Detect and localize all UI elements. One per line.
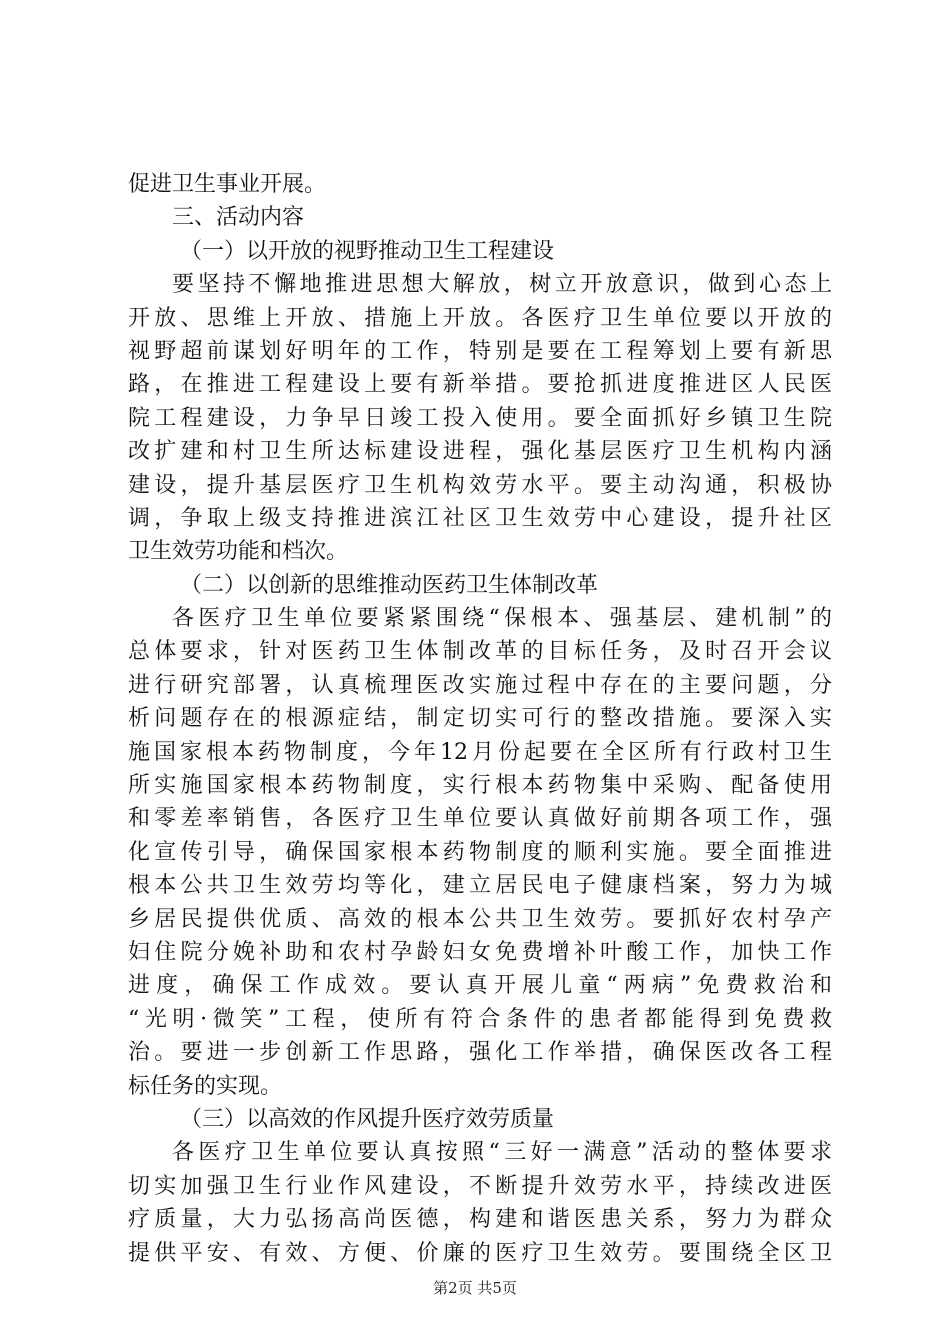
text-line: 视野超前谋划好明年的工作，特别是要在工程筹划上要有新思 [128, 338, 832, 364]
text-line: 促进卫生事业开展。 [128, 172, 327, 197]
text-line: 各医疗卫生单位要认真按照“三好一满意”活动的整体要求 [172, 1140, 832, 1166]
text-line: 提供平安、有效、方便、价廉的医疗卫生效劳。要围绕全区卫 [128, 1240, 832, 1266]
text-line: “光明·微笑”工程，使所有符合条件的患者都能得到免费救 [128, 1006, 832, 1032]
text-line: 调，争取上级支持推进滨江社区卫生效劳中心建设，提升社区 [128, 505, 832, 531]
text-line: 各医疗卫生单位要紧紧围绕“保根本、强基层、建机制”的 [172, 606, 832, 632]
section-heading: 三、活动内容 [172, 205, 305, 231]
page-number-footer: 第2页 共5页 [433, 1279, 517, 1297]
text-line: 院工程建设，力争早日竣工投入使用。要全面抓好乡镇卫生院 [128, 405, 832, 431]
text-line: 疗质量，大力弘扬高尚医德，构建和谐医患关系，努力为群众 [128, 1207, 832, 1233]
text-line: 进度，确保工作成效。要认真开展儿童“两病”免费救治和 [128, 973, 832, 999]
text-line: 总体要求，针对医药卫生体制改革的目标任务，及时召开会议 [128, 639, 832, 665]
text-line: 妇住院分娩补助和农村孕龄妇女免费增补叶酸工作，加快工作 [128, 939, 832, 965]
text-line: 进行研究部署，认真梳理医改实施过程中存在的主要问题，分 [128, 672, 832, 698]
subsection-heading: （三）以高效的作风提升医疗效劳质量 [180, 1106, 555, 1132]
text-line: 析问题存在的根源症结，制定切实可行的整改措施。要深入实 [128, 706, 832, 732]
text-line: 化宣传引导，确保国家根本药物制度的顺利实施。要全面推进 [128, 839, 832, 865]
subsection-heading: （二）以创新的思维推动医药卫生体制改革 [180, 572, 599, 598]
text-line: 和零差率销售，各医疗卫生单位要认真做好前期各项工作，强 [128, 806, 832, 832]
text-line: 标任务的实现。 [128, 1073, 283, 1099]
text-line: 路，在推进工程建设上要有新举措。要抢抓进度推进区人民医 [128, 372, 832, 398]
text-line: 卫生效劳功能和档次。 [128, 539, 349, 565]
text-line: 切实加强卫生行业作风建设，不断提升效劳水平，持续改进医 [128, 1173, 832, 1199]
text-line: 建设，提升基层医疗卫生机构效劳水平。要主动沟通，积极协 [128, 472, 832, 498]
text-line: 治。要进一步创新工作思路，强化工作举措，确保医改各工程 [128, 1040, 832, 1066]
subsection-heading: （一）以开放的视野推动卫生工程建设 [180, 238, 555, 264]
text-line: 乡居民提供优质、高效的根本公共卫生效劳。要抓好农村孕产 [128, 906, 832, 932]
text-line: 施国家根本药物制度，今年12月份起要在全区所有行政村卫生 [128, 739, 832, 765]
text-line: 根本公共卫生效劳均等化，建立居民电子健康档案，努力为城 [128, 873, 832, 899]
document-body [128, 168, 832, 1270]
text-line: 开放、思维上开放、措施上开放。各医疗卫生单位要以开放的 [128, 305, 832, 331]
text-line: 改扩建和村卫生所达标建设进程，强化基层医疗卫生机构内涵 [128, 439, 832, 465]
text-line: 要坚持不懈地推进思想大解放，树立开放意识，做到心态上 [172, 272, 832, 298]
text-line: 所实施国家根本药物制度，实行根本药物集中采购、配备使用 [128, 773, 832, 799]
